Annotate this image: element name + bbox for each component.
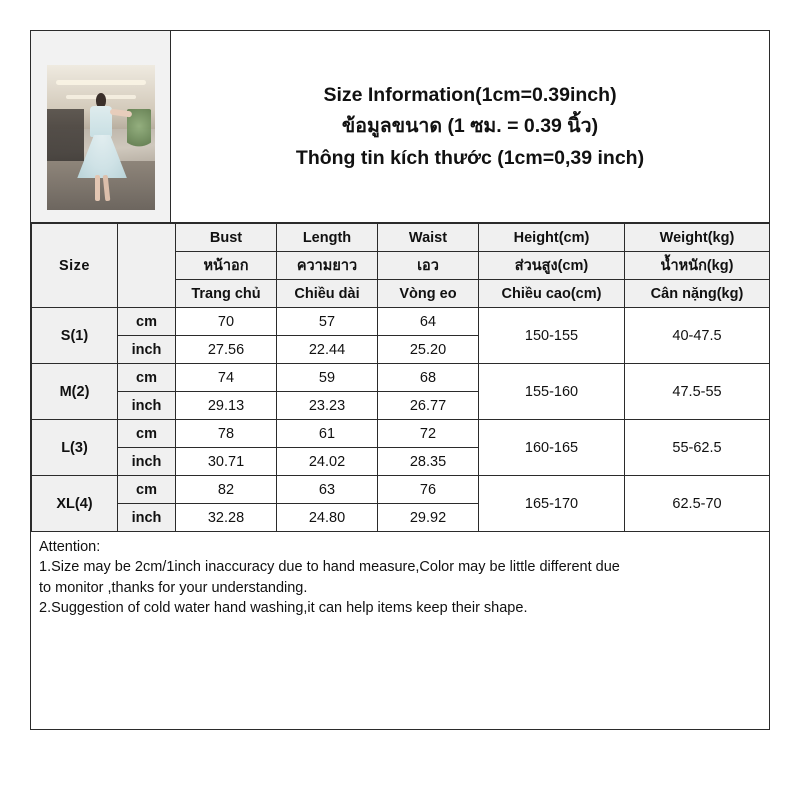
unit-inch-l: inch xyxy=(118,448,176,476)
table-header-row-en xyxy=(32,224,770,252)
product-photo xyxy=(47,65,155,210)
col-height-th: ส่วนสูง(cm) xyxy=(479,252,625,280)
attention-line-1: 1.Size may be 2cm/1inch inaccuracy due to hand measure,Color may be little different due xyxy=(39,559,620,576)
chart-header xyxy=(31,31,769,223)
table-row xyxy=(32,364,770,392)
size-header-cell: Size xyxy=(32,224,118,308)
col-length-vi: Chiều dài xyxy=(277,280,378,308)
s-length-cm: 57 xyxy=(277,308,378,336)
col-waist-en: Waist xyxy=(378,224,479,252)
col-weight-th: น้ำหนัก(kg) xyxy=(625,252,770,280)
xl-weight: 62.5-70 xyxy=(625,476,770,532)
l-bust-cm: 78 xyxy=(176,420,277,448)
col-weight-vi: Cân nặng(kg) xyxy=(625,280,770,308)
s-weight: 40-47.5 xyxy=(625,308,770,364)
col-height-en: Height(cm) xyxy=(479,224,625,252)
l-height: 160-165 xyxy=(479,420,625,476)
xl-length-inch: 24.80 xyxy=(277,504,378,532)
m-length-inch: 23.23 xyxy=(277,392,378,420)
l-length-inch: 24.02 xyxy=(277,448,378,476)
s-length-inch: 22.44 xyxy=(277,336,378,364)
size-chart xyxy=(30,30,770,730)
col-length-th: ความยาว xyxy=(277,252,378,280)
unit-cm-l: cm xyxy=(118,420,176,448)
s-waist-inch: 25.20 xyxy=(378,336,479,364)
col-bust-en: Bust xyxy=(176,224,277,252)
size-table xyxy=(31,223,770,532)
xl-bust-cm: 82 xyxy=(176,476,277,504)
s-bust-inch: 27.56 xyxy=(176,336,277,364)
row-size-m: M(2) xyxy=(32,364,118,420)
l-waist-inch: 28.35 xyxy=(378,448,479,476)
table-row xyxy=(32,420,770,448)
xl-bust-inch: 32.28 xyxy=(176,504,277,532)
s-height: 150-155 xyxy=(479,308,625,364)
row-size-s: S(1) xyxy=(32,308,118,364)
col-length-en: Length xyxy=(277,224,378,252)
m-weight: 47.5-55 xyxy=(625,364,770,420)
col-weight-en: Weight(kg) xyxy=(625,224,770,252)
s-bust-cm: 70 xyxy=(176,308,277,336)
xl-height: 165-170 xyxy=(479,476,625,532)
table-row xyxy=(32,308,770,336)
unit-cm-xl: cm xyxy=(118,476,176,504)
m-bust-cm: 74 xyxy=(176,364,277,392)
unit-cm-m: cm xyxy=(118,364,176,392)
attention-block xyxy=(31,532,769,729)
s-waist-cm: 64 xyxy=(378,308,479,336)
l-bust-inch: 30.71 xyxy=(176,448,277,476)
l-waist-cm: 72 xyxy=(378,420,479,448)
m-waist-inch: 26.77 xyxy=(378,392,479,420)
row-size-xl: XL(4) xyxy=(32,476,118,532)
product-photo-cell xyxy=(31,31,171,222)
attention-line-3: 2.Suggestion of cold water hand washing,it can help items keep their shape. xyxy=(39,600,528,617)
unit-cm-s: cm xyxy=(118,308,176,336)
xl-waist-cm: 76 xyxy=(378,476,479,504)
m-bust-inch: 29.13 xyxy=(176,392,277,420)
l-length-cm: 61 xyxy=(277,420,378,448)
col-height-vi: Chiều cao(cm) xyxy=(479,280,625,308)
m-height: 155-160 xyxy=(479,364,625,420)
row-size-l: L(3) xyxy=(32,420,118,476)
unit-inch-m: inch xyxy=(118,392,176,420)
unit-inch-s: inch xyxy=(118,336,176,364)
attention-heading: Attention: xyxy=(39,539,101,555)
attention-line-2: to monitor ,thanks for your understanding. xyxy=(39,579,308,596)
col-bust-th: หน้าอก xyxy=(176,252,277,280)
m-length-cm: 59 xyxy=(277,364,378,392)
col-waist-th: เอว xyxy=(378,252,479,280)
m-waist-cm: 68 xyxy=(378,364,479,392)
l-weight: 55-62.5 xyxy=(625,420,770,476)
title-line-en: Size Information(1cm=0.39inch) xyxy=(323,83,617,106)
xl-waist-inch: 29.92 xyxy=(378,504,479,532)
title-block xyxy=(171,31,769,222)
title-line-vi: Thông tin kích thước (1cm=0,39 inch) xyxy=(295,146,645,169)
unit-inch-xl: inch xyxy=(118,504,176,532)
col-bust-vi: Trang chủ xyxy=(176,280,277,308)
unit-header-cell xyxy=(118,224,176,308)
table-row xyxy=(32,476,770,504)
col-waist-vi: Vòng eo xyxy=(378,280,479,308)
title-line-th: ข้อมูลขนาด (1 ซม. = 0.39 นิ้ว) xyxy=(341,115,599,138)
xl-length-cm: 63 xyxy=(277,476,378,504)
